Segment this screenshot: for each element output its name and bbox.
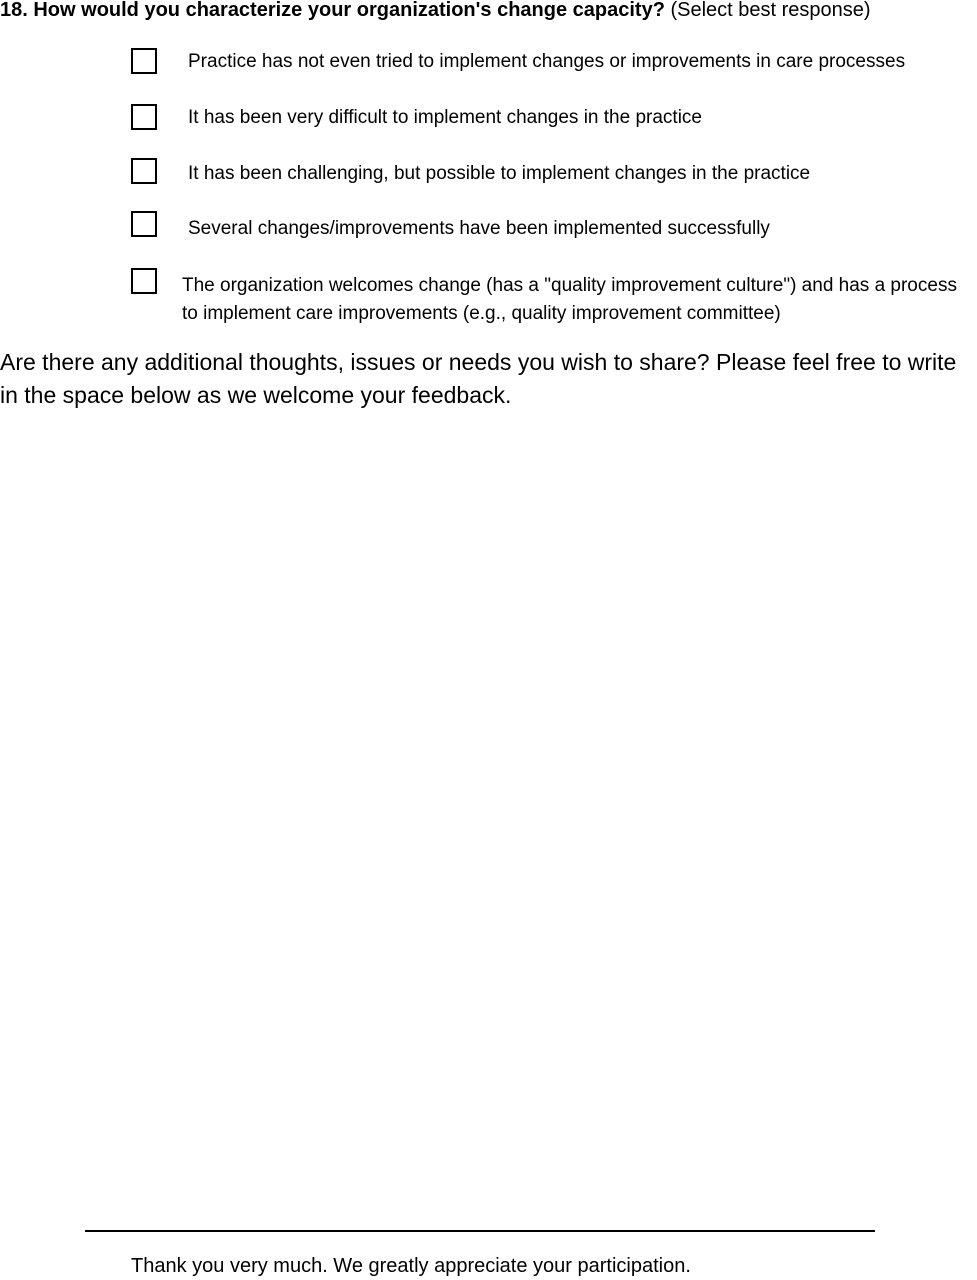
feedback-prompt: Are there any additional thoughts, issues or needs you wish to share? Please feel free to write in the space below as we welcome your feedback. — [0, 349, 957, 408]
question-instruction: (Select best response) — [670, 0, 871, 21]
option-2-label: It has been very difficult to implement changes in the practice — [188, 107, 702, 128]
option-4-label: Several changes/improvements have been implemented successfully — [188, 218, 770, 239]
option-3-checkbox[interactable] — [131, 158, 157, 184]
option-1-label: Practice has not even tried to implement changes or improvements in care processes — [188, 51, 906, 72]
question-title: 18. How would you characterize your organization's change capacity? — [0, 0, 665, 21]
question-18 — [0, 0, 977, 22]
footer-divider — [85, 1230, 875, 1232]
thank-you-note: Thank you very much. We greatly appreciate your participation. — [131, 1255, 691, 1277]
option-5-checkbox[interactable] — [131, 268, 157, 294]
option-3-label: It has been challenging, but possible to implement changes in the practice — [188, 163, 811, 184]
feedback-write-in-area[interactable] — [0, 420, 977, 1220]
option-4-checkbox[interactable] — [131, 211, 157, 237]
option-1-checkbox[interactable] — [131, 48, 157, 74]
option-2-checkbox[interactable] — [131, 104, 157, 130]
option-5-label: The organization welcomes change (has a "quality improvement culture") and has a process to implement care improvements (e.g., quality improvement committee) — [182, 275, 957, 324]
